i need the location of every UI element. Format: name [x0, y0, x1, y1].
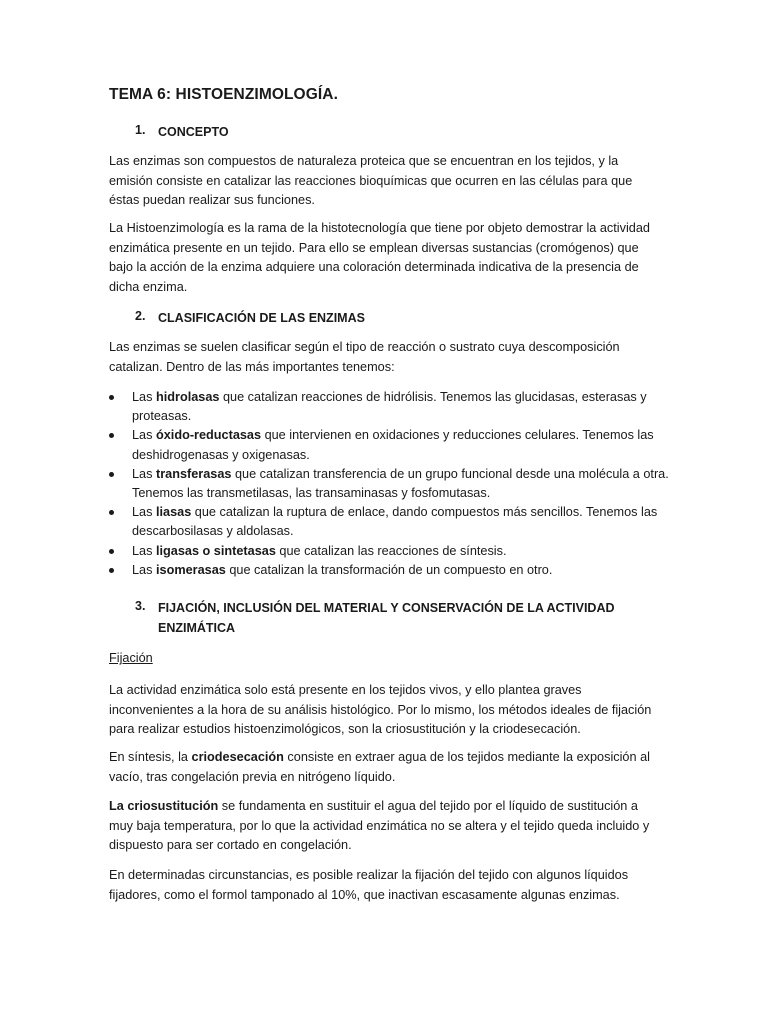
section-title: CLASIFICACIÓN DE LAS ENZIMAS	[158, 311, 365, 325]
subsection-title-fijacion: Fijación	[109, 651, 153, 665]
paragraph-concepto-1: Las enzimas son compuestos de naturaleza proteica que se encuentran en los tejidos, y la emisión consiste en catalizar las reacciones bioquímicas que ocurren en las células para que éstas puedan realizar sus funciones.	[109, 154, 633, 207]
list-item: Las liasas que catalizan la ruptura de enlace, dando compuestos más sencillos. Tenemos las descarbosilasas y aldolasas.	[109, 503, 669, 541]
bullet-icon	[109, 472, 114, 477]
list-item: Las óxido-reductasas que intervienen en oxidaciones y reducciones celulares. Tenemos las deshidrogenasas y oxigenasas.	[109, 426, 669, 464]
paragraph-fijacion-3: La criosustitución se fundamenta en sustituir el agua del tejido por el líquido de sustitución a muy baja temperatura, por lo que la actividad enzimática no se altera y el tejido queda incluido y dispuesto para ser cortado en congelación.	[109, 799, 650, 852]
paragraph-fijacion-2: En síntesis, la criodesecación consiste en extraer agua de los tejidos mediante la exposición al vacío, tras congelación previa en nitrógeno líquido.	[109, 750, 650, 784]
section-title: CONCEPTO	[158, 125, 229, 139]
list-item: Las hidrolasas que catalizan reacciones de hidrólisis. Tenemos las glucidasas, esterasas y proteasas.	[109, 388, 669, 426]
section-number: 3.	[135, 599, 146, 613]
bullet-icon	[109, 510, 114, 515]
paragraph-fijacion-4: En determinadas circunstancias, es posible realizar la fijación del tejido con algunos líquidos fijadores, como el formol tamponado al 10%, que inactivan escasamente algunas enzimas.	[109, 868, 629, 902]
list-item: Las transferasas que catalizan transferencia de un grupo funcional desde una molécula a otra. Tenemos las transmetilasas, las transaminasas y fosfomutasas.	[109, 465, 669, 503]
document-title: TEMA 6: HISTOENZIMOLOGÍA.	[109, 86, 338, 103]
paragraph-concepto-2: La Histoenzimología es la rama de la histotecnología que tiene por objeto demostrar la actividad enzimática presente en un tejido. Para ello se emplean diversas sustancias (cromógenos) que bajo la acción de la enzima adquiere una coloración determinada indicativa de la presencia de dicha enzima.	[109, 221, 650, 294]
section-number: 2.	[135, 309, 146, 323]
paragraph-fijacion-1: La actividad enzimática solo está presente en los tejidos vivos, y ello plantea graves inconvenientes a la hora de su análisis histológico. Por lo mismo, los métodos ideales de fijación para realizar estudios histoenzimológicos, son la criosustitución y la criodesecación.	[109, 683, 652, 736]
section-title: FIJACIÓN, INCLUSIÓN DEL MATERIAL Y CONSERVACIÓN DE LA ACTIVIDAD ENZIMÁTICA	[158, 601, 615, 635]
bullet-icon	[109, 395, 114, 400]
list-item: Las ligasas o sintetasas que catalizan las reacciones de síntesis.	[109, 542, 669, 561]
list-item: Las isomerasas que catalizan la transformación de un compuesto en otro.	[109, 561, 669, 580]
bullet-icon	[109, 433, 114, 438]
bullet-icon	[109, 568, 114, 573]
section-number: 1.	[135, 123, 146, 137]
enzyme-class-list	[109, 388, 669, 580]
bullet-icon	[109, 549, 114, 554]
paragraph-clasificacion-intro: Las enzimas se suelen clasificar según el tipo de reacción o sustrato cuya descomposición catalizan. Dentro de las más importantes tenemos:	[109, 340, 620, 374]
